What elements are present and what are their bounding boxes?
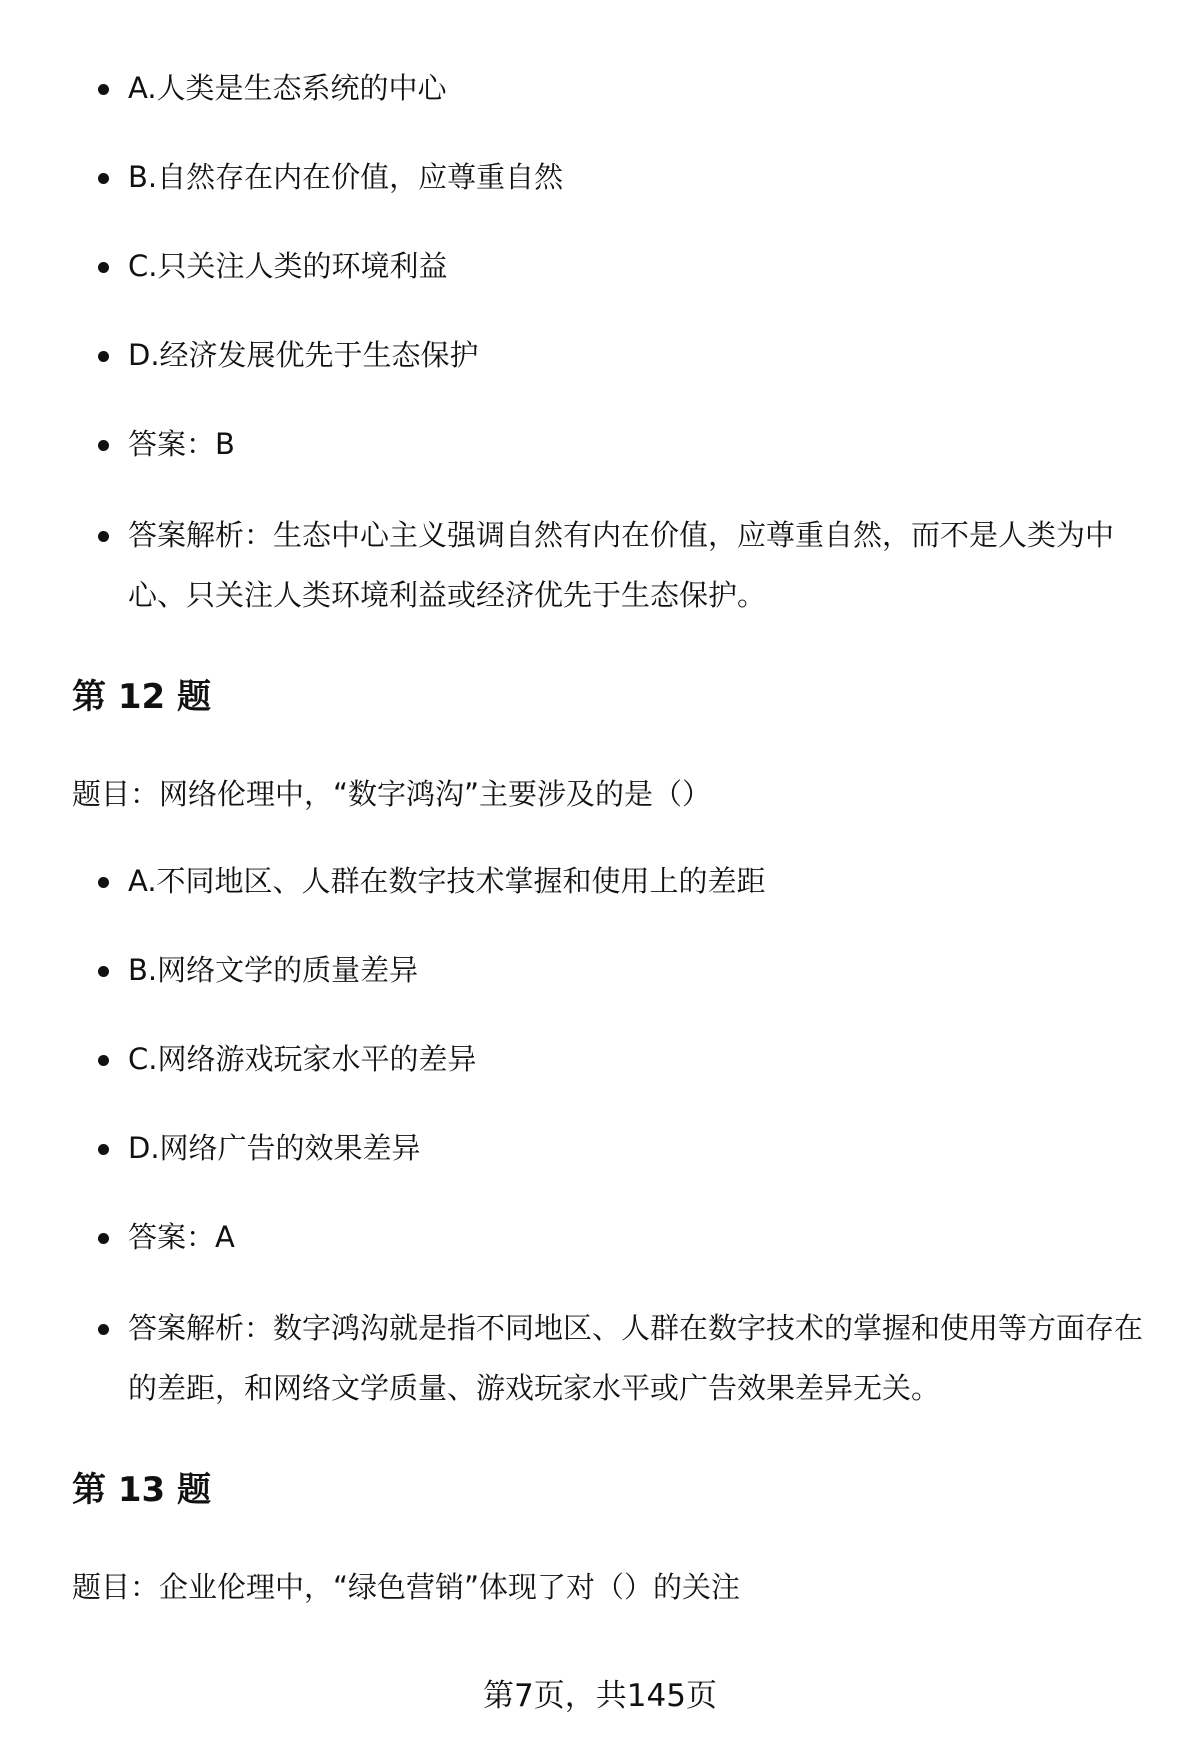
- q12-explanation: 答案解析：数字鸿沟就是指不同地区、人群在数字技术的掌握和使用等方面存在的差距，和网络文学质量、游戏玩家水平或广告效果差异无关。: [128, 1298, 1148, 1418]
- q12-heading: 第 12 题: [72, 677, 211, 717]
- q12-answer: 答案：A: [128, 1207, 1148, 1267]
- q12-option-d: D.网络广告的效果差异: [128, 1118, 1148, 1178]
- q11-explanation: 答案解析：生态中心主义强调自然有内在价值，应尊重自然，而不是人类为中心、只关注人类环境利益或经济优先于生态保护。: [128, 505, 1148, 625]
- page-number-footer: 第7页，共145页: [483, 1678, 717, 1714]
- q11-option-c: C.只关注人类的环境利益: [128, 236, 1148, 296]
- q11-option-b: B.自然存在内在价值，应尊重自然: [128, 147, 1148, 207]
- q11-option-a: A.人类是生态系统的中心: [128, 58, 1148, 118]
- q13-question: 题目：企业伦理中，“绿色营销”体现了对（）的关注: [72, 1570, 741, 1604]
- q12-option-b: B.网络文学的质量差异: [128, 940, 1148, 1000]
- q12-question: 题目：网络伦理中，“数字鸿沟”主要涉及的是（）: [72, 777, 712, 811]
- q13-heading: 第 13 题: [72, 1470, 211, 1510]
- q12-option-a: A.不同地区、人群在数字技术掌握和使用上的差距: [128, 851, 1148, 911]
- q12-option-c: C.网络游戏玩家水平的差异: [128, 1029, 1148, 1089]
- q11-option-d: D.经济发展优先于生态保护: [128, 325, 1148, 385]
- q11-answer: 答案：B: [128, 414, 1148, 474]
